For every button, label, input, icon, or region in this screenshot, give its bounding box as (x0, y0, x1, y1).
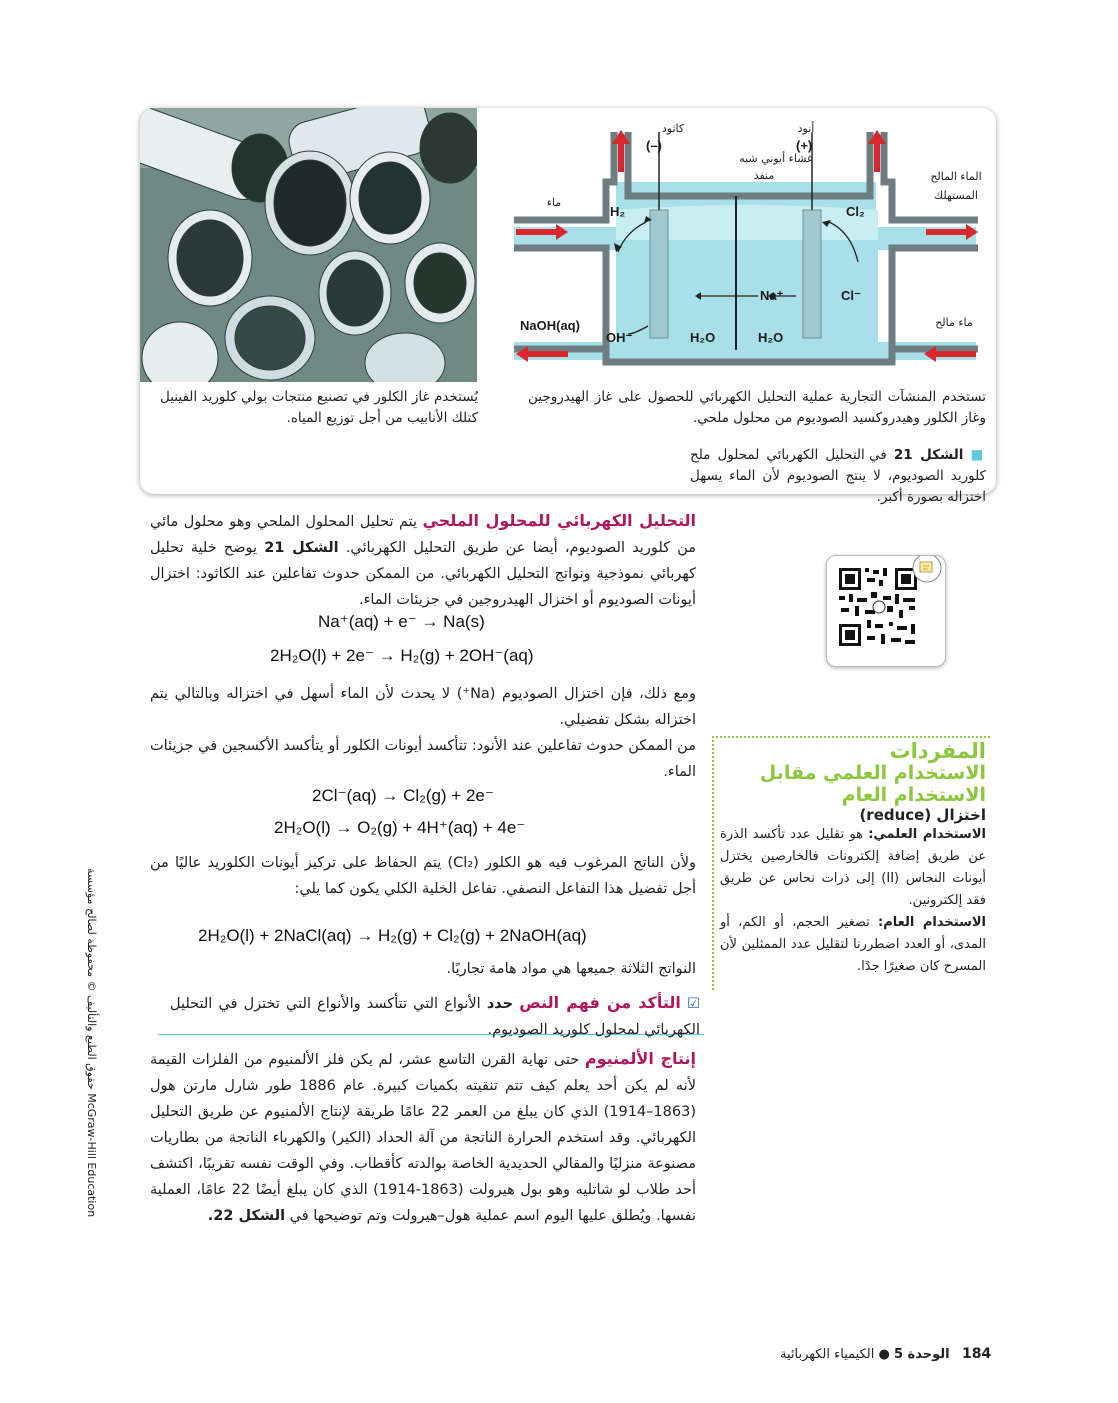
cathode-sign: (–) (646, 138, 662, 153)
reading-check (170, 990, 700, 1043)
figure-bullet: ■ (963, 447, 986, 463)
brine-paragraph-3: من الممكن حدوث تفاعلين عند الأنود: تتأكسد أيونات الكلور أو يتأكسد الأكسجين في جزيئات الماء. (150, 738, 696, 780)
anode-label: أنود (797, 122, 815, 135)
unit-label: الوحدة 5 (893, 1347, 950, 1362)
checkbox-icon[interactable]: ☑ (687, 996, 701, 1012)
depleted-brine-label: الماء المالح (930, 170, 982, 183)
oh-ion-label: OH⁻ (606, 330, 633, 345)
h2o-label-2: H₂O (758, 330, 784, 345)
cl-ion-label: Cl⁻ (841, 288, 861, 303)
pvc-pipes-photo (140, 108, 477, 382)
brine-label: ماء مالح (935, 316, 973, 329)
depleted-brine-label-2: المستهلك (934, 189, 978, 202)
vocabulary-subtitle-2: الاستخدام العام (841, 784, 986, 806)
brine-text-b: يوضح خلية تحليل كهربائي نموذجية ونواتج التحليل الكهربائي. من الممكن حدوث تفاعلين عند الكاثود: اختزال أيونات الصوديوم أو اختزال الهيدروجين في جزيئات الماء. (150, 540, 696, 608)
qr-code-box[interactable] (826, 555, 946, 667)
aluminum-paragraph (150, 1046, 696, 1229)
scientific-usage-label: الاستخدام العلمي: (868, 827, 986, 842)
brine-text-a: يتم تحليل المحلول الملحي وهو محلول مائي من كلوريد الصوديوم، أيضا عن طريق التحليل الكهربائي. (150, 514, 697, 556)
aluminum-heading: إنتاج الألمنيوم (584, 1049, 697, 1068)
common-usage-label: الاستخدام العام: (878, 915, 986, 930)
page-number: 184 (961, 1346, 992, 1362)
reading-check-label: التأكد من فهم النص (519, 993, 681, 1012)
footer-bullet: ● (878, 1347, 890, 1362)
scientific-usage-text: هو تقليل عدد تأكسد الذرة عن طريق إضافة إلكترونات فالخارصين يختزل أيونات النحاس (II) إلى ذرات نحاس عن طريق فقد إلكترونين. (720, 827, 986, 908)
membrane-label-2: منفذ (753, 169, 775, 182)
cathode-label: كاثود (661, 122, 685, 135)
brine-figure-ref: الشكل 21 (264, 540, 339, 556)
equation-2: 2H₂O(l) + 2e⁻ → H₂(g) + 2OH⁻(aq) (270, 646, 534, 665)
figure-label: الشكل 21 (893, 447, 964, 463)
water-label: ماء (546, 196, 562, 209)
copyright-text: حقوق الطبع والتأليف © محفوظة لصالح مؤسسة McGraw-Hill Education (85, 868, 98, 1218)
brine-paragraph-2: ومع ذلك، فإن اختزال الصوديوم (Na⁺) لا يحدث لأن الماء أسهل في اختزاله وبالتالي يتم اختزاله بشكل تفضيلي. (150, 686, 696, 728)
common-usage-text: تصغير الحجم، أو الكم، أو المدى، أو العدد اضطررنا لتقليل عدد الممثلين لأن المسرح كان صغيرًا جدًا. (720, 915, 986, 974)
vocabulary-subtitle: الاستخدام العلمي مقابل (759, 762, 986, 784)
common-usage (720, 912, 986, 978)
vocabulary-title: المفردات (889, 739, 986, 763)
copyright-sidebar (82, 868, 102, 1388)
reading-check-verb: حدد (486, 996, 514, 1012)
na-ion-label: Na⁺ (760, 288, 784, 303)
brine-heading: التحليل الكهربائي للمحلول الملحي (422, 511, 697, 530)
aluminum-figure-ref: الشكل 22. (207, 1208, 286, 1224)
electrolysis-cell-diagram (506, 112, 992, 377)
unit-title: الكيمياء الكهربائية (780, 1347, 875, 1362)
diagram-caption: تستخدم المنشآت التجارية عملية التحليل الكهربائي للحصول على غاز الهيدروجين وغاز الكلور وهيدروكسيد الصوديوم من محلول ملحي. (528, 389, 986, 426)
vocabulary-content (720, 740, 986, 978)
photo-caption: يُستخدم غاز الكلور في تصنيع منتجات بولي كلوريد الفينيل كتلك الأنابيب من أجل توزيع المياه. (160, 389, 478, 426)
aluminum-text: حتى نهاية القرن التاسع عشر، لم يكن فلز الألمنيوم من الفلزات القيمة لأنه لم يكن أحد يعلم كيف تتم تنقيته بكميات كبيرة. عام 1886 طور شارل مارتن هول (1863–1914) الذي كان يبلغ من العمر 22 عامًا طريقة لإنتاج الألمنيوم عن طريق التحليل الكهربائي. وقد استخدم الحرارة الناتجة من آلة الحداد (الكير) والكهرباء الناتجة من بطاريات مصنوعة منزليًا والمقالي الحديدية الخاصة بوالدته كأقطاب. وفي الوقت نفسه تقريبًا، اكتشف أحد طلاب لو شاتليه وهو بول هيرولت (1863-1914) الذي كان يبلغ أيضًا 22 عامًا، العملية نفسها. ويُطلق عليها اليوم اسم عملية هول–هيرولت وتم توضيحها في (150, 1052, 696, 1224)
reading-check-text: الأنواع التي تتأكسد والأنواع التي تختزل في التحليل الكهربائي لمحلول كلوريد الصوديوم. (170, 996, 700, 1038)
naoh-label: NaOH(aq) (520, 318, 580, 333)
brine-paragraph-5: النواتج الثلاثة جميعها هي مواد هامة تجاريًا. (446, 961, 696, 977)
membrane-label: غشاء أيوني شبه (739, 152, 813, 165)
vocabulary-term: اختزال (reduce) (859, 806, 986, 824)
equation-1: Na⁺(aq) + e⁻ → Na(s) (318, 612, 485, 631)
anode-sign: (+) (796, 138, 813, 153)
brine-paragraph-1 (150, 508, 696, 613)
cl2-label: Cl₂ (846, 204, 865, 219)
h2o-label-1: H₂O (690, 330, 716, 345)
brine-paragraph-4: ولأن الناتج المرغوب فيه هو الكلور (Cl₂) يتم الحفاظ على تركيز أيونات الكلوريد عاليًا من أجل تفضيل هذا التفاعل النصفي. تفاعل الخلية الكلي يكون كما يلي: (150, 855, 696, 897)
page-footer (780, 1346, 994, 1362)
figure-21-caption (690, 445, 986, 508)
equation-3: 2Cl⁻(aq) → Cl₂(g) + 2e⁻ (312, 786, 494, 805)
figure-caption-text: في التحليل الكهربائي لمحلول ملح كلوريد الصوديوم، لا ينتج الصوديوم لأن الماء يسهل اختزاله بصورة أكبر. (690, 447, 986, 505)
h2-label: H₂ (610, 204, 626, 219)
equation-4: 2H₂O(l) → O₂(g) + 4H⁺(aq) + 4e⁻ (274, 818, 526, 837)
equation-5: 2H₂O(l) + 2NaCl(aq) → H₂(g) + Cl₂(g) + 2NaOH(aq) (198, 926, 587, 945)
scientific-usage (720, 824, 986, 912)
